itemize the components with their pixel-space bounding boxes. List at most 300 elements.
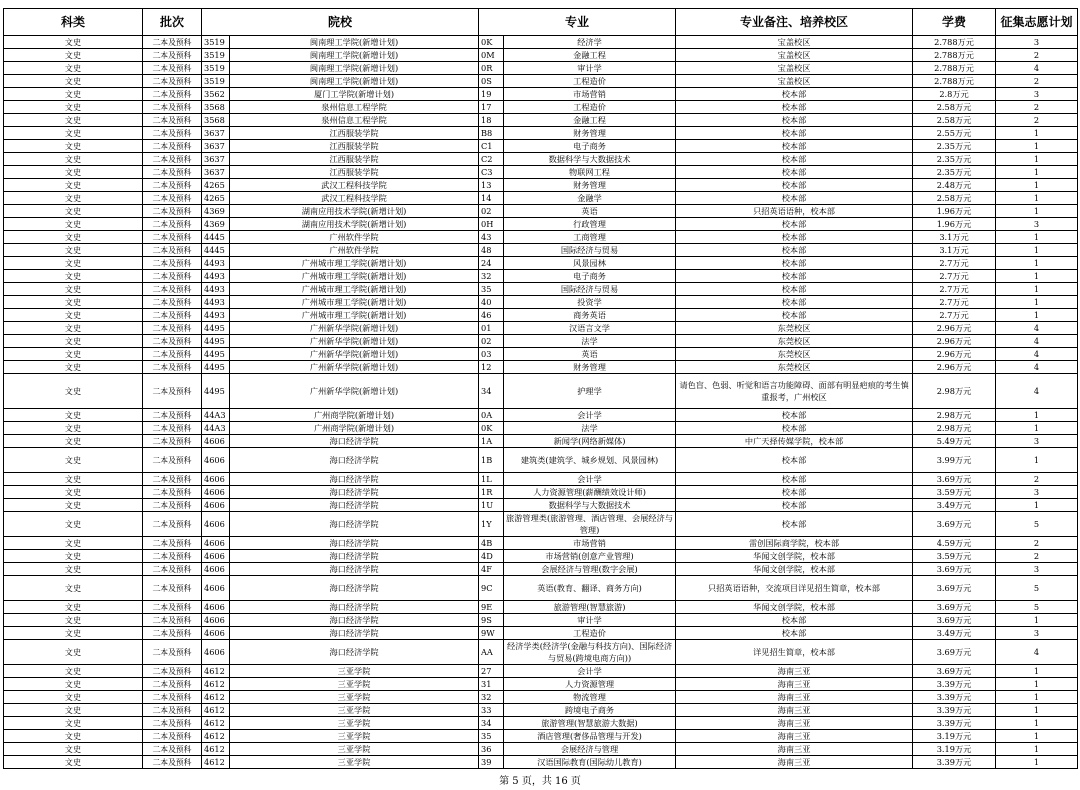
batch-cell: 二本及预科 xyxy=(143,512,202,537)
school-name-cell: 海口经济学院 xyxy=(230,537,479,550)
plan-cell: 3 xyxy=(996,218,1078,231)
school-code-cell: 4445 xyxy=(202,244,230,257)
category-cell: 文史 xyxy=(4,36,143,49)
admission-table xyxy=(3,8,1078,769)
school-code-cell: 4606 xyxy=(202,640,230,665)
notes-cell: 校本部 xyxy=(676,422,913,435)
tuition-cell: 3.39万元 xyxy=(913,691,996,704)
major-code-cell: 0R xyxy=(479,62,504,75)
school-name-cell: 三亚学院 xyxy=(230,678,479,691)
tuition-cell: 2.96万元 xyxy=(913,348,996,361)
major-code-cell: B8 xyxy=(479,127,504,140)
category-cell: 文史 xyxy=(4,576,143,601)
school-code-cell: 3637 xyxy=(202,127,230,140)
tuition-cell: 3.99万元 xyxy=(913,448,996,473)
page-footer: 第 5 页，共 16 页 xyxy=(499,776,581,787)
major-code-cell: 48 xyxy=(479,244,504,257)
tuition-cell: 2.98万元 xyxy=(913,374,996,409)
major-name-cell: 旅游管理(智慧旅游大数据) xyxy=(504,717,676,730)
category-cell: 文史 xyxy=(4,309,143,322)
category-cell: 文史 xyxy=(4,153,143,166)
notes-cell: 校本部 xyxy=(676,296,913,309)
major-name-cell: 英语(教育、翻译、商务方向) xyxy=(504,576,676,601)
major-code-cell: 33 xyxy=(479,704,504,717)
tuition-cell: 3.39万元 xyxy=(913,717,996,730)
notes-cell: 校本部 xyxy=(676,153,913,166)
school-name-cell: 闽南理工学院(新增计划) xyxy=(230,49,479,62)
school-code-cell: 4369 xyxy=(202,218,230,231)
school-code-cell: 4612 xyxy=(202,665,230,678)
plan-cell: 1 xyxy=(996,283,1078,296)
major-name-cell: 风景园林 xyxy=(504,257,676,270)
category-cell: 文史 xyxy=(4,730,143,743)
batch-cell: 二本及预科 xyxy=(143,192,202,205)
major-name-cell: 金融工程 xyxy=(504,49,676,62)
table-row xyxy=(4,257,1078,270)
school-name-cell: 海口经济学院 xyxy=(230,640,479,665)
major-code-cell: 1A xyxy=(479,435,504,448)
category-cell: 文史 xyxy=(4,614,143,627)
batch-cell: 二本及预科 xyxy=(143,717,202,730)
major-name-cell: 英语 xyxy=(504,348,676,361)
notes-cell: 宝盖校区 xyxy=(676,36,913,49)
school-name-cell: 广州软件学院 xyxy=(230,244,479,257)
tuition-cell: 3.39万元 xyxy=(913,678,996,691)
table-row xyxy=(4,205,1078,218)
table-row xyxy=(4,743,1078,756)
school-name-cell: 海口经济学院 xyxy=(230,499,479,512)
tuition-cell: 2.35万元 xyxy=(913,166,996,179)
tuition-cell: 5.49万元 xyxy=(913,435,996,448)
major-name-cell: 汉语言文学 xyxy=(504,322,676,335)
notes-cell: 华闻文创学院，校本部 xyxy=(676,563,913,576)
batch-cell: 二本及预科 xyxy=(143,36,202,49)
school-name-cell: 三亚学院 xyxy=(230,717,479,730)
major-name-cell: 旅游管理(智慧旅游) xyxy=(504,601,676,614)
table-row xyxy=(4,756,1078,769)
category-cell: 文史 xyxy=(4,512,143,537)
tuition-cell: 2.96万元 xyxy=(913,322,996,335)
table-row xyxy=(4,537,1078,550)
major-name-cell: 会计学 xyxy=(504,665,676,678)
school-code-cell: 4606 xyxy=(202,512,230,537)
major-name-cell: 市场营销(创意产业管理) xyxy=(504,550,676,563)
table-row xyxy=(4,730,1078,743)
table-row xyxy=(4,374,1078,409)
major-code-cell: 0H xyxy=(479,218,504,231)
school-code-cell: 4606 xyxy=(202,486,230,499)
school-name-cell: 闽南理工学院(新增计划) xyxy=(230,36,479,49)
batch-cell: 二本及预科 xyxy=(143,576,202,601)
tuition-cell: 2.7万元 xyxy=(913,283,996,296)
major-code-cell: 24 xyxy=(479,257,504,270)
batch-cell: 二本及预科 xyxy=(143,348,202,361)
school-code-cell: 4495 xyxy=(202,348,230,361)
admission-table-sheet xyxy=(3,8,1077,769)
table-row xyxy=(4,512,1078,537)
category-cell: 文史 xyxy=(4,179,143,192)
batch-cell: 二本及预科 xyxy=(143,101,202,114)
batch-cell: 二本及预科 xyxy=(143,244,202,257)
plan-cell: 1 xyxy=(996,409,1078,422)
plan-cell: 1 xyxy=(996,166,1078,179)
category-cell: 文史 xyxy=(4,422,143,435)
major-code-cell: 1L xyxy=(479,473,504,486)
major-code-cell: 0K xyxy=(479,36,504,49)
tuition-cell: 2.788万元 xyxy=(913,75,996,88)
plan-cell: 3 xyxy=(996,435,1078,448)
major-code-cell: 14 xyxy=(479,192,504,205)
notes-cell: 宝盖校区 xyxy=(676,62,913,75)
major-code-cell: 36 xyxy=(479,743,504,756)
tuition-cell: 2.788万元 xyxy=(913,49,996,62)
table-row xyxy=(4,448,1078,473)
category-cell: 文史 xyxy=(4,322,143,335)
batch-cell: 二本及预科 xyxy=(143,409,202,422)
batch-cell: 二本及预科 xyxy=(143,486,202,499)
major-code-cell: 34 xyxy=(479,717,504,730)
plan-cell: 1 xyxy=(996,140,1078,153)
school-name-cell: 广州软件学院 xyxy=(230,231,479,244)
major-code-cell: 0A xyxy=(479,409,504,422)
school-code-cell: 4606 xyxy=(202,614,230,627)
category-cell: 文史 xyxy=(4,218,143,231)
school-name-cell: 海口经济学院 xyxy=(230,435,479,448)
batch-cell: 二本及预科 xyxy=(143,691,202,704)
school-name-cell: 闽南理工学院(新增计划) xyxy=(230,75,479,88)
school-name-cell: 泉州信息工程学院 xyxy=(230,101,479,114)
major-name-cell: 护理学 xyxy=(504,374,676,409)
school-code-cell: 4606 xyxy=(202,473,230,486)
school-name-cell: 闽南理工学院(新增计划) xyxy=(230,62,479,75)
school-name-cell: 三亚学院 xyxy=(230,743,479,756)
school-name-cell: 海口经济学院 xyxy=(230,563,479,576)
school-code-cell: 44A3 xyxy=(202,409,230,422)
school-name-cell: 三亚学院 xyxy=(230,756,479,769)
major-code-cell: 1U xyxy=(479,499,504,512)
school-name-cell: 武汉工程科技学院 xyxy=(230,192,479,205)
tuition-cell: 2.48万元 xyxy=(913,179,996,192)
school-name-cell: 广州新华学院(新增计划) xyxy=(230,361,479,374)
major-code-cell: 31 xyxy=(479,678,504,691)
school-name-cell: 海口经济学院 xyxy=(230,627,479,640)
plan-cell: 3 xyxy=(996,36,1078,49)
school-code-cell: 3637 xyxy=(202,166,230,179)
category-cell: 文史 xyxy=(4,140,143,153)
major-code-cell: 0K xyxy=(479,422,504,435)
major-name-cell: 酒店管理(奢侈品管理与开发) xyxy=(504,730,676,743)
plan-cell: 5 xyxy=(996,512,1078,537)
batch-cell: 二本及预科 xyxy=(143,665,202,678)
major-name-cell: 新闻学(网络新媒体) xyxy=(504,435,676,448)
category-cell: 文史 xyxy=(4,192,143,205)
category-cell: 文史 xyxy=(4,296,143,309)
major-name-cell: 国际经济与贸易 xyxy=(504,244,676,257)
major-code-cell: 34 xyxy=(479,374,504,409)
school-name-cell: 海口经济学院 xyxy=(230,473,479,486)
school-code-cell: 4495 xyxy=(202,335,230,348)
batch-cell: 二本及预科 xyxy=(143,296,202,309)
plan-cell: 4 xyxy=(996,640,1078,665)
notes-cell: 校本部 xyxy=(676,192,913,205)
plan-cell: 1 xyxy=(996,231,1078,244)
tuition-cell: 3.19万元 xyxy=(913,730,996,743)
major-code-cell: 9E xyxy=(479,601,504,614)
batch-cell: 二本及预科 xyxy=(143,361,202,374)
major-code-cell: 18 xyxy=(479,114,504,127)
school-name-cell: 海口经济学院 xyxy=(230,601,479,614)
table-row xyxy=(4,88,1078,101)
tuition-cell: 3.59万元 xyxy=(913,486,996,499)
plan-cell: 1 xyxy=(996,678,1078,691)
school-code-cell: 3568 xyxy=(202,114,230,127)
notes-cell: 校本部 xyxy=(676,473,913,486)
table-row xyxy=(4,322,1078,335)
school-code-cell: 3519 xyxy=(202,49,230,62)
category-cell: 文史 xyxy=(4,563,143,576)
major-name-cell: 数据科学与大数据技术 xyxy=(504,499,676,512)
school-name-cell: 广州城市理工学院(新增计划) xyxy=(230,270,479,283)
category-cell: 文史 xyxy=(4,756,143,769)
major-name-cell: 电子商务 xyxy=(504,140,676,153)
plan-cell: 1 xyxy=(996,127,1078,140)
batch-cell: 二本及预科 xyxy=(143,88,202,101)
plan-cell: 2 xyxy=(996,537,1078,550)
major-code-cell: 9C xyxy=(479,576,504,601)
tuition-cell: 2.788万元 xyxy=(913,36,996,49)
major-code-cell: 1R xyxy=(479,486,504,499)
tuition-cell: 2.98万元 xyxy=(913,409,996,422)
school-code-cell: 4369 xyxy=(202,205,230,218)
tuition-cell: 2.7万元 xyxy=(913,296,996,309)
notes-cell: 校本部 xyxy=(676,309,913,322)
school-code-cell: 3519 xyxy=(202,36,230,49)
table-row xyxy=(4,244,1078,257)
notes-cell: 校本部 xyxy=(676,244,913,257)
major-code-cell: C3 xyxy=(479,166,504,179)
school-name-cell: 广州商学院(新增计划) xyxy=(230,409,479,422)
school-code-cell: 4493 xyxy=(202,270,230,283)
notes-cell: 校本部 xyxy=(676,257,913,270)
school-name-cell: 广州城市理工学院(新增计划) xyxy=(230,283,479,296)
plan-cell: 2 xyxy=(996,101,1078,114)
major-code-cell: 17 xyxy=(479,101,504,114)
category-cell: 文史 xyxy=(4,101,143,114)
table-row xyxy=(4,114,1078,127)
school-name-cell: 广州新华学院(新增计划) xyxy=(230,348,479,361)
tuition-cell: 3.69万元 xyxy=(913,576,996,601)
category-cell: 文史 xyxy=(4,88,143,101)
plan-cell: 3 xyxy=(996,486,1078,499)
tuition-cell: 4.59万元 xyxy=(913,537,996,550)
table-row xyxy=(4,101,1078,114)
plan-cell: 2 xyxy=(996,114,1078,127)
major-code-cell: 0M xyxy=(479,49,504,62)
tuition-cell: 3.1万元 xyxy=(913,244,996,257)
major-name-cell: 国际经济与贸易 xyxy=(504,283,676,296)
plan-cell: 2 xyxy=(996,550,1078,563)
notes-cell: 校本部 xyxy=(676,512,913,537)
school-name-cell: 三亚学院 xyxy=(230,665,479,678)
major-name-cell: 人力资源管理(薪酬绩效设计师) xyxy=(504,486,676,499)
major-name-cell: 会计学 xyxy=(504,409,676,422)
school-code-cell: 4612 xyxy=(202,691,230,704)
plan-cell: 2 xyxy=(996,75,1078,88)
school-name-cell: 三亚学院 xyxy=(230,730,479,743)
tuition-cell: 2.7万元 xyxy=(913,309,996,322)
school-code-cell: 4493 xyxy=(202,257,230,270)
tuition-cell: 3.1万元 xyxy=(913,231,996,244)
notes-cell: 校本部 xyxy=(676,627,913,640)
notes-cell: 校本部 xyxy=(676,283,913,296)
notes-cell: 校本部 xyxy=(676,218,913,231)
plan-cell: 1 xyxy=(996,257,1078,270)
notes-cell: 校本部 xyxy=(676,140,913,153)
major-name-cell: 投资学 xyxy=(504,296,676,309)
category-cell: 文史 xyxy=(4,49,143,62)
major-name-cell: 市场营销 xyxy=(504,88,676,101)
notes-cell: 东莞校区 xyxy=(676,322,913,335)
school-code-cell: 4606 xyxy=(202,537,230,550)
table-row xyxy=(4,283,1078,296)
batch-cell: 二本及预科 xyxy=(143,62,202,75)
tuition-cell: 2.35万元 xyxy=(913,153,996,166)
table-row xyxy=(4,231,1078,244)
batch-cell: 二本及预科 xyxy=(143,75,202,88)
major-name-cell: 旅游管理类(旅游管理、酒店管理、会展经济与管理) xyxy=(504,512,676,537)
school-name-cell: 海口经济学院 xyxy=(230,486,479,499)
batch-cell: 二本及预科 xyxy=(143,550,202,563)
batch-cell: 二本及预科 xyxy=(143,257,202,270)
plan-cell: 1 xyxy=(996,296,1078,309)
category-cell: 文史 xyxy=(4,499,143,512)
batch-cell: 二本及预科 xyxy=(143,704,202,717)
category-cell: 文史 xyxy=(4,166,143,179)
batch-cell: 二本及预科 xyxy=(143,322,202,335)
school-code-cell: 4445 xyxy=(202,231,230,244)
batch-cell: 二本及预科 xyxy=(143,205,202,218)
batch-cell: 二本及预科 xyxy=(143,309,202,322)
notes-cell: 海南三亚 xyxy=(676,756,913,769)
category-cell: 文史 xyxy=(4,678,143,691)
tuition-cell: 2.96万元 xyxy=(913,361,996,374)
batch-cell: 二本及预科 xyxy=(143,270,202,283)
table-row xyxy=(4,435,1078,448)
category-cell: 文史 xyxy=(4,283,143,296)
tuition-cell: 2.7万元 xyxy=(913,257,996,270)
major-name-cell: 审计学 xyxy=(504,614,676,627)
table-row xyxy=(4,486,1078,499)
major-code-cell: 35 xyxy=(479,283,504,296)
category-cell: 文史 xyxy=(4,205,143,218)
notes-cell: 校本部 xyxy=(676,88,913,101)
category-cell: 文史 xyxy=(4,486,143,499)
table-row xyxy=(4,409,1078,422)
category-cell: 文史 xyxy=(4,473,143,486)
school-code-cell: 4493 xyxy=(202,309,230,322)
tuition-cell: 2.55万元 xyxy=(913,127,996,140)
school-name-cell: 江西服装学院 xyxy=(230,153,479,166)
major-code-cell: 0S xyxy=(479,75,504,88)
plan-cell: 1 xyxy=(996,704,1078,717)
notes-cell: 华闻文创学院，校本部 xyxy=(676,550,913,563)
plan-cell: 3 xyxy=(996,563,1078,576)
school-name-cell: 湖南应用技术学院(新增计划) xyxy=(230,205,479,218)
school-code-cell: 4612 xyxy=(202,678,230,691)
school-code-cell: 4495 xyxy=(202,361,230,374)
table-body xyxy=(4,36,1078,769)
tuition-cell: 2.98万元 xyxy=(913,422,996,435)
table-row xyxy=(4,665,1078,678)
table-row xyxy=(4,422,1078,435)
major-name-cell: 工商管理 xyxy=(504,231,676,244)
school-name-cell: 江西服装学院 xyxy=(230,127,479,140)
notes-cell: 东莞校区 xyxy=(676,361,913,374)
batch-cell: 二本及预科 xyxy=(143,231,202,244)
batch-cell: 二本及预科 xyxy=(143,499,202,512)
plan-cell: 2 xyxy=(996,49,1078,62)
major-name-cell: 工程造价 xyxy=(504,627,676,640)
plan-cell: 1 xyxy=(996,244,1078,257)
table-row xyxy=(4,691,1078,704)
category-cell: 文史 xyxy=(4,75,143,88)
tuition-cell: 3.69万元 xyxy=(913,563,996,576)
batch-cell: 二本及预科 xyxy=(143,166,202,179)
major-name-cell: 工程造价 xyxy=(504,101,676,114)
header-notes: 专业备注、培养校区 xyxy=(676,9,913,36)
tuition-cell: 3.39万元 xyxy=(913,756,996,769)
major-code-cell: C2 xyxy=(479,153,504,166)
notes-cell: 校本部 xyxy=(676,614,913,627)
category-cell: 文史 xyxy=(4,335,143,348)
notes-cell: 请色盲、色弱、听觉和语言功能障碍、面部有明显疤痕的考生慎重报考，广州校区 xyxy=(676,374,913,409)
major-code-cell: 4B xyxy=(479,537,504,550)
category-cell: 文史 xyxy=(4,231,143,244)
batch-cell: 二本及预科 xyxy=(143,153,202,166)
school-name-cell: 海口经济学院 xyxy=(230,614,479,627)
school-code-cell: 4495 xyxy=(202,374,230,409)
plan-cell: 1 xyxy=(996,205,1078,218)
tuition-cell: 2.35万元 xyxy=(913,140,996,153)
category-cell: 文史 xyxy=(4,665,143,678)
major-code-cell: 32 xyxy=(479,691,504,704)
tuition-cell: 3.59万元 xyxy=(913,550,996,563)
school-code-cell: 4493 xyxy=(202,296,230,309)
category-cell: 文史 xyxy=(4,114,143,127)
category-cell: 文史 xyxy=(4,640,143,665)
batch-cell: 二本及预科 xyxy=(143,49,202,62)
major-name-cell: 跨境电子商务 xyxy=(504,704,676,717)
major-name-cell: 数据科学与大数据技术 xyxy=(504,153,676,166)
table-row xyxy=(4,166,1078,179)
major-code-cell: 46 xyxy=(479,309,504,322)
school-code-cell: 4606 xyxy=(202,499,230,512)
header-row xyxy=(4,9,1078,36)
plan-cell: 2 xyxy=(996,473,1078,486)
batch-cell: 二本及预科 xyxy=(143,730,202,743)
table-row xyxy=(4,601,1078,614)
batch-cell: 二本及预科 xyxy=(143,473,202,486)
batch-cell: 二本及预科 xyxy=(143,627,202,640)
school-code-cell: 4606 xyxy=(202,435,230,448)
school-name-cell: 广州城市理工学院(新增计划) xyxy=(230,309,479,322)
major-name-cell: 汉语国际教育(国际幼儿教育) xyxy=(504,756,676,769)
school-code-cell: 3568 xyxy=(202,101,230,114)
school-code-cell: 4612 xyxy=(202,704,230,717)
batch-cell: 二本及预科 xyxy=(143,140,202,153)
category-cell: 文史 xyxy=(4,244,143,257)
major-name-cell: 建筑类(建筑学、城乡规划、风景园林) xyxy=(504,448,676,473)
